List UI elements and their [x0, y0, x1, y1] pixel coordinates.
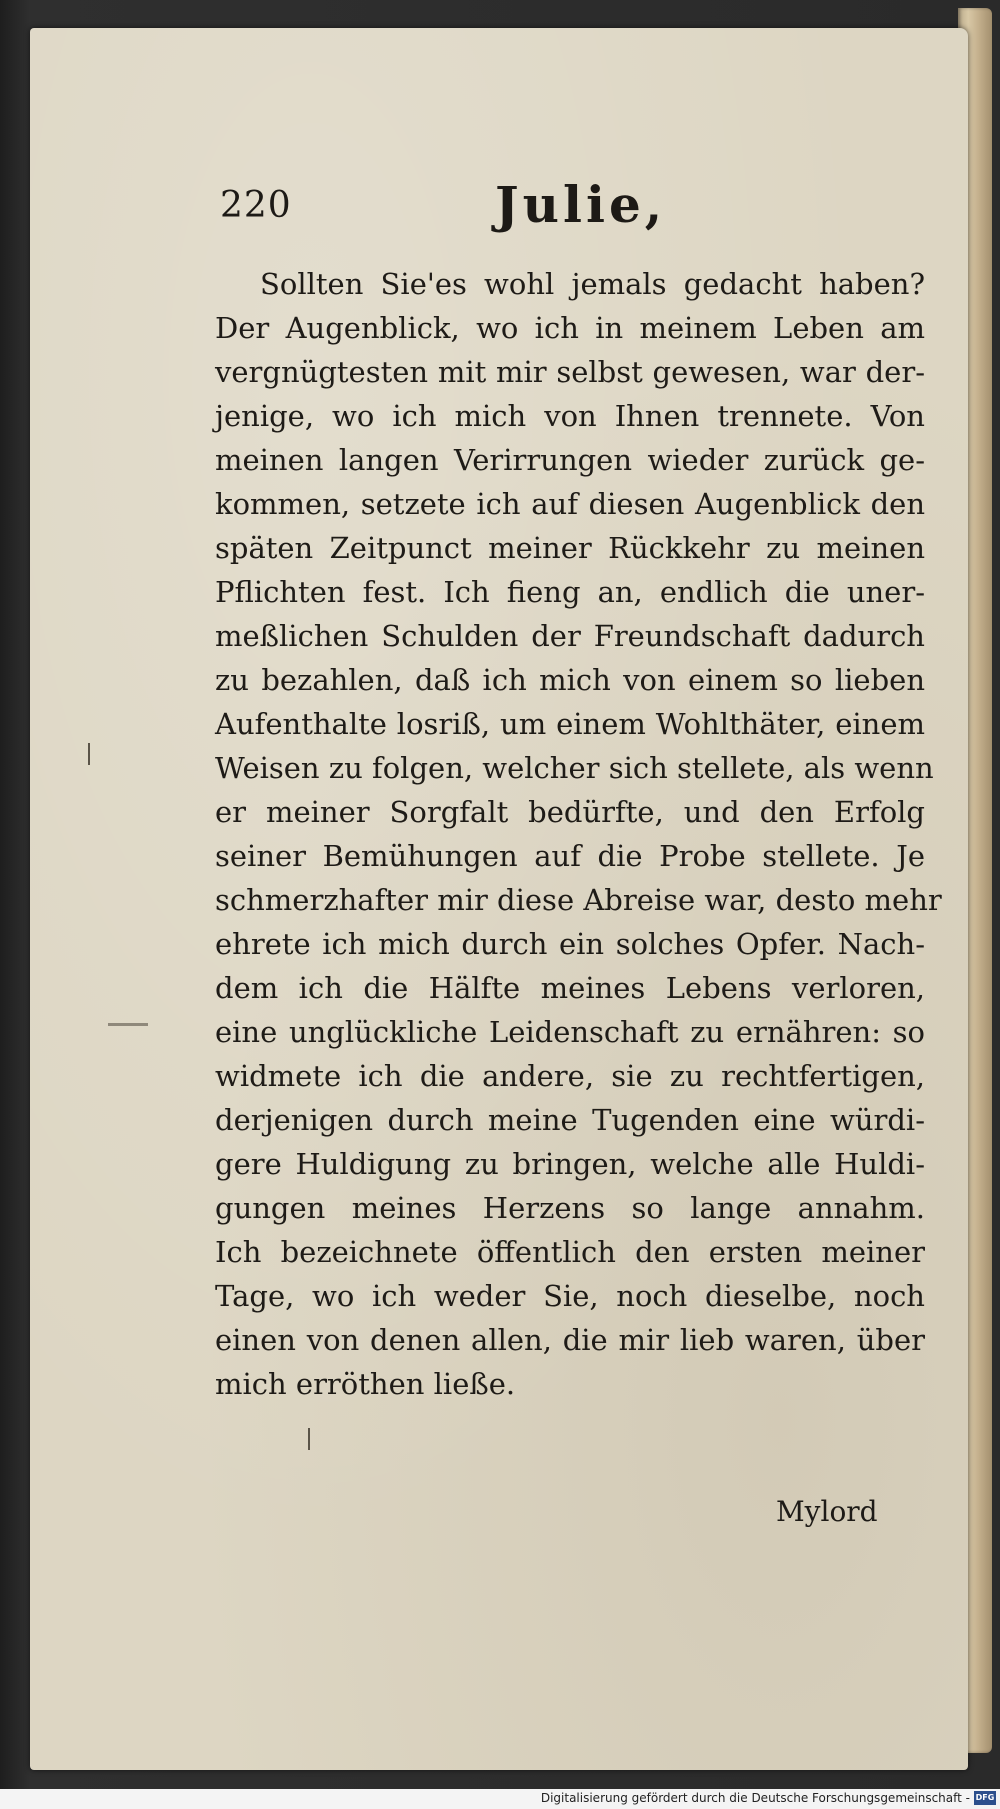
text-line: zu bezahlen, daß ich mich von einem so lieben — [215, 663, 925, 697]
stray-ink-mark — [308, 1428, 310, 1450]
text-line: Pflichten fest. Ich fieng an, endlich die uner- — [215, 575, 925, 609]
dfg-logo-icon: DFG — [974, 1791, 996, 1805]
running-head — [220, 175, 920, 245]
text-line: Tage, wo ich weder Sie, noch dieselbe, noch — [215, 1279, 925, 1313]
text-line: vergnügtesten mit mir selbst gewesen, war der- — [215, 355, 925, 389]
text-line: gere Huldigung zu bringen, welche alle Huldi- — [215, 1147, 925, 1181]
text-line: ehrete ich mich durch ein solches Opfer. Nach- — [215, 927, 925, 961]
text-line: kommen, setzete ich auf diesen Augenblick den — [215, 487, 925, 521]
text-line: mich erröthen ließe. — [215, 1367, 516, 1401]
catchword: Mylord — [776, 1495, 878, 1528]
text-line: schmerzhafter mir diese Abreise war, desto mehr — [215, 883, 942, 917]
text-line: gungen meines Herzens so lange annahm. — [215, 1191, 925, 1225]
stray-ink-mark — [108, 1023, 148, 1026]
text-line: späten Zeitpunct meiner Rückkehr zu meinen — [215, 531, 925, 565]
text-line: jenige, wo ich mich von Ihnen trennete. Von — [215, 399, 925, 433]
text-line: seiner Bemühungen auf die Probe stellete. Je — [215, 839, 925, 873]
text-line: Weisen zu folgen, welcher sich stellete, als wenn — [215, 751, 934, 785]
text-line: derjenigen durch meine Tugenden eine würdi- — [215, 1103, 925, 1137]
text-line: Ich bezeichnete öffentlich den ersten meiner — [215, 1235, 925, 1269]
text-line: meßlichen Schulden der Freundschaft dadurch — [215, 619, 925, 653]
stray-ink-mark — [88, 743, 90, 765]
text-line: Der Augenblick, wo ich in meinem Leben am — [215, 311, 925, 345]
text-line: Sollten Sie'es wohl jemals gedacht haben? — [260, 267, 925, 301]
body-text — [215, 262, 942, 1406]
text-line: meinen langen Verirrungen wieder zurück ge- — [215, 443, 925, 477]
footer-bar — [0, 1789, 1000, 1809]
running-title: Julie, — [495, 175, 667, 234]
text-line: einen von denen allen, die mir lieb waren, über — [215, 1323, 925, 1357]
text-line: Aufenthalte losriß, um einem Wohlthäter, einem — [215, 707, 925, 741]
page-number: 220 — [220, 185, 292, 226]
footer-credit: Digitalisierung gefördert durch die Deutsche Forschungsgemeinschaft - — [540, 1791, 970, 1805]
text-line: widmete ich die andere, sie zu rechtfertigen, — [215, 1059, 925, 1093]
text-line: eine unglückliche Leidenschaft zu ernähren: so — [215, 1015, 925, 1049]
text-line: er meiner Sorgfalt bedürfte, und den Erfolg — [215, 795, 925, 829]
text-line: dem ich die Hälfte meines Lebens verloren, — [215, 971, 925, 1005]
